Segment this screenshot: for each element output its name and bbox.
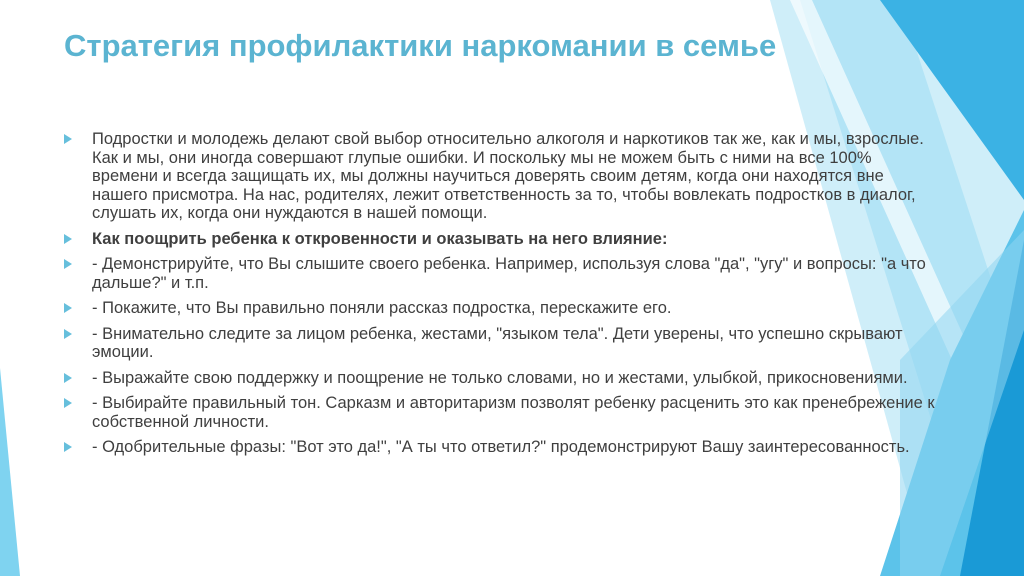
bullet-item	[62, 394, 942, 431]
triangle-right-icon	[64, 398, 72, 408]
triangle-right-icon	[64, 259, 72, 269]
left-accent-shape	[0, 368, 20, 576]
bullet-text: Как поощрить ребенка к откровенности и оказывать на него влияние:	[92, 229, 668, 248]
triangle-right-icon	[64, 234, 72, 244]
triangle-right-icon	[64, 373, 72, 383]
bullet-text: - Демонстрируйте, что Вы слышите своего ребенка. Например, используя слова "да", "угу" и вопросы: "а что дальше?" и т.п.	[92, 255, 926, 292]
bullet-item	[62, 325, 942, 362]
bullet-item	[62, 438, 942, 457]
bullet-text: Подростки и молодежь делают свой выбор относительно алкоголя и наркотиков так же, как и мы, взрослые. Как и мы, они иногда совершают глупые ошибки. И поскольку мы не можем быть с ними на все 100% времени и всегда защищать их, мы должны научиться доверять своим детям, когда они находятся вне нашего присмотра. На нас, родителях, лежит ответственность за то, чтобы вовлекать подростков в диалог, слушать их, когда они нуждаются в нашей помощи.	[92, 130, 924, 222]
bullet-text: - Одобрительные фразы: "Вот это да!", "А ты что ответил?" продемонстрируют Вашу заинтересованность.	[92, 438, 910, 456]
bullet-text: - Выражайте свою поддержку и поощрение не только словами, но и жестами, улыбкой, прикосновениями.	[92, 368, 908, 387]
triangle-right-icon	[64, 134, 72, 144]
bullet-item	[62, 369, 942, 388]
bullet-text: - Внимательно следите за лицом ребенка, жестами, "языком тела". Дети уверены, что успешно скрывают эмоции.	[92, 324, 903, 361]
bullet-item	[62, 255, 942, 292]
bullet-text: - Выбирайте правильный тон. Сарказм и авторитаризм позволят ребенку расценить это как пренебрежение к собственной личности.	[92, 394, 935, 431]
triangle-right-icon	[64, 303, 72, 313]
triangle-right-icon	[64, 442, 72, 452]
bullet-item	[62, 130, 942, 223]
bullet-list	[62, 130, 942, 464]
bullet-item	[62, 230, 942, 249]
triangle-right-icon	[64, 329, 72, 339]
slide-title: Стратегия профилактики наркомании в семье	[64, 28, 777, 63]
bullet-text: - Покажите, что Вы правильно поняли рассказ подростка, перескажите его.	[92, 299, 672, 317]
bullet-item	[62, 299, 942, 318]
